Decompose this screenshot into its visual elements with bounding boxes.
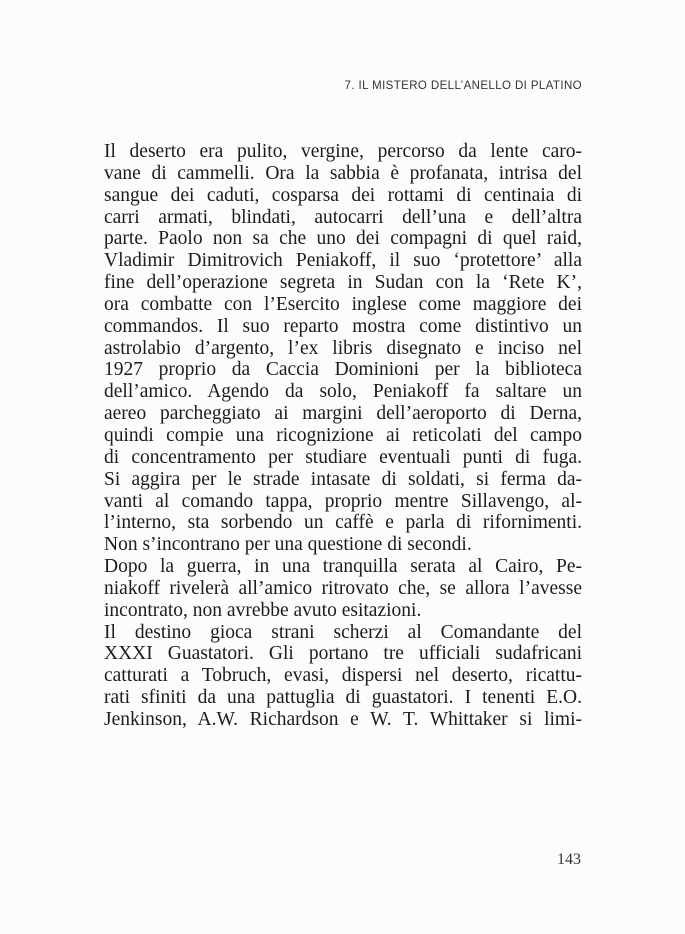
text-line: Il deserto era pulito, vergine, percorso da lente caro- [104,141,582,162]
text-line: XXXI Guastatori. Gli portano tre ufficiali sudafricani [104,643,582,665]
text-line: Jenkinson, A.W. Richardson e W. T. Whittaker si limi- [104,708,582,730]
text-line: vanti al comando tappa, proprio mentre Sillavengo, al- [104,490,582,512]
text-line: astrolabio d’argento, l’ex libris disegnato e inciso nel [104,337,582,359]
text-line: l’interno, sta sorbendo un caffè e parla di rifornimenti. [104,512,582,534]
text-line: sangue dei caduti, cosparsa dei rottami di centinaia di [104,184,582,206]
text-line: Non s’incontrano per una questione di secondi. [104,534,472,556]
text-line: incontrato, non avrebbe avuto esitazioni. [104,599,422,621]
text-line: dell’amico. Agendo da solo, Peniakoff fa saltare un [104,381,582,403]
text-line: rati sfiniti da una pattuglia di guastatori. I tenenti E.O. [104,687,582,709]
text-line: commandos. Il suo reparto mostra come distintivo un [104,315,582,337]
text-line: aereo parcheggiato ai margini dell’aeroporto di Derna, [104,403,582,425]
text-line: 1927 proprio da Caccia Dominioni per la biblioteca [104,359,582,381]
body-text [104,141,582,731]
text-line: parte. Paolo non sa che uno dei compagni di quel raid, [104,228,582,250]
text-line: di concentramento per studiare eventuali punti di fuga. [104,446,582,468]
text-line: Il destino gioca strani scherzi al Comandante del [104,621,582,643]
text-line: carri armati, blindati, autocarri dell’una e dell’altra [104,206,582,228]
text-line: Si aggira per le strade intasate di soldati, si ferma da- [104,468,582,490]
text-line: Dopo la guerra, in una tranquilla serata al Cairo, Pe- [104,556,582,578]
text-line: ora combatte con l’Esercito inglese come maggiore dei [104,293,582,315]
text-line: catturati a Tobruch, evasi, dispersi nel deserto, ricattu- [104,665,582,687]
running-header: 7. IL MISTERO DELL’ANELLO DI PLATINO [344,80,582,92]
text-line: Vladimir Dimitrovich Peniakoff, il suo ‘protettore’ alla [104,250,582,272]
text-line: fine dell’operazione segreta in Sudan con la ‘Rete K’, [104,272,582,294]
text-line: quindi compie una ricognizione ai reticolati del campo [104,424,582,446]
text-line: niakoff rivelerà all’amico ritrovato che, se allora l’avesse [104,577,582,599]
text-line: vane di cammelli. Ora la sabbia è profanata, intrisa del [104,162,582,184]
page-number: 143 [557,851,581,868]
